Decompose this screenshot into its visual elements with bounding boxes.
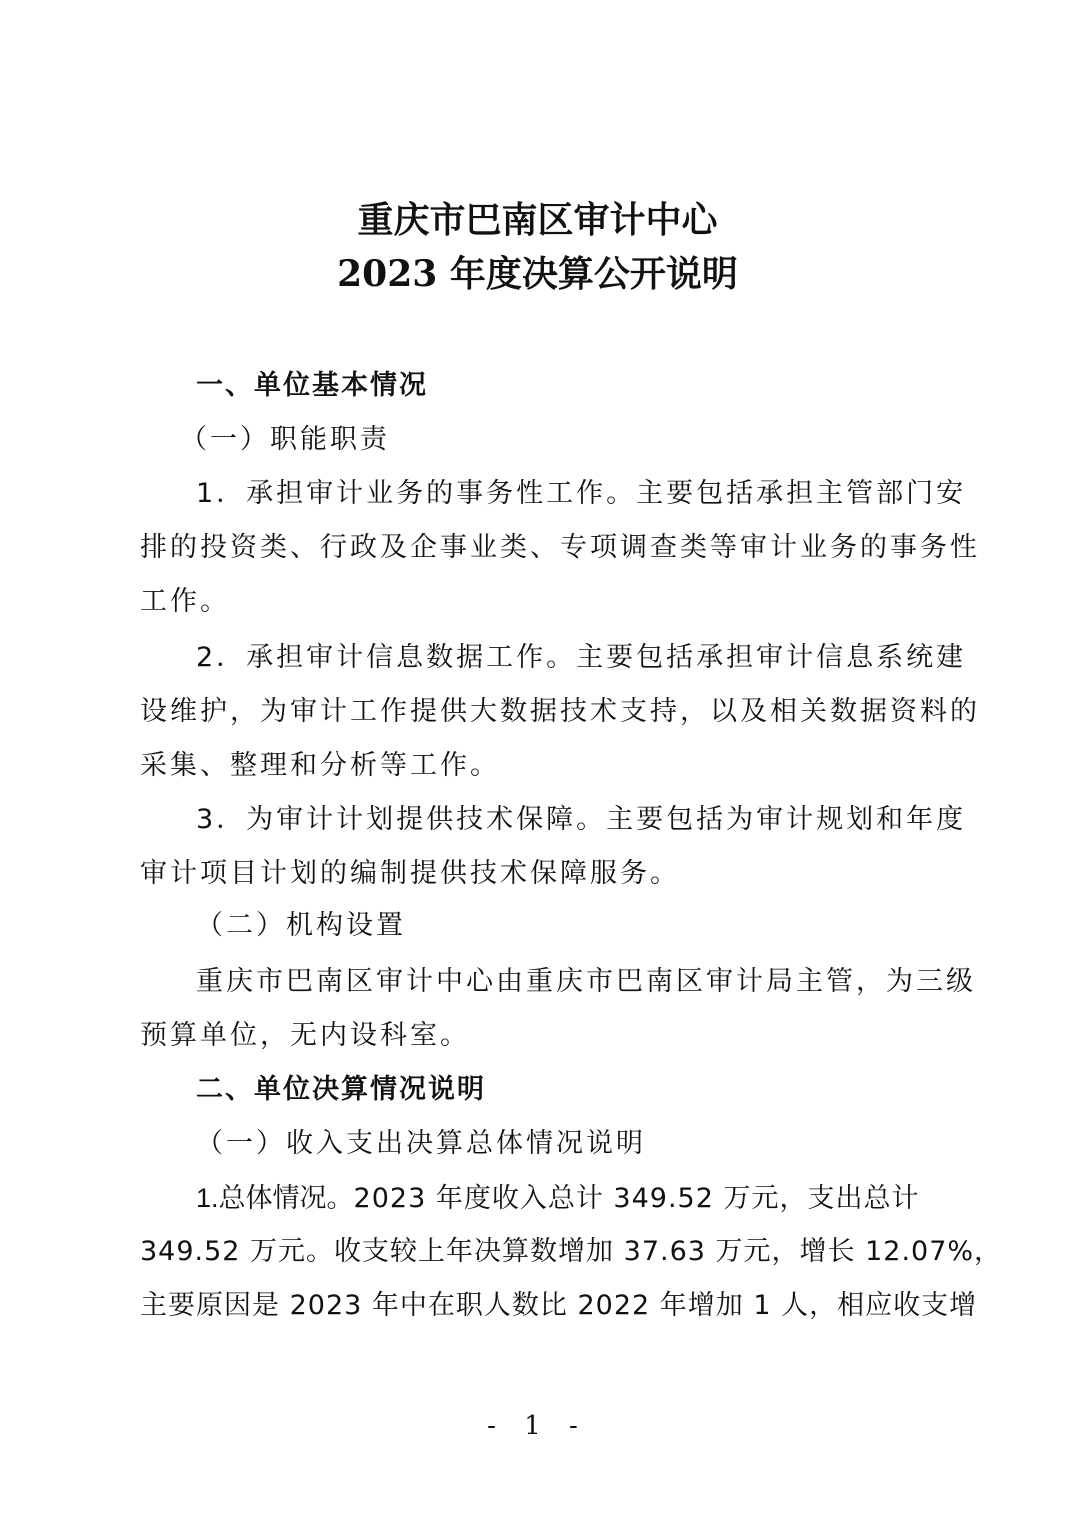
paragraph-1-line-3: 工作。 [140, 586, 230, 617]
page-number: - 1 - [487, 1411, 588, 1441]
paragraph-5-line-1 [196, 1178, 919, 1219]
subheading-income-expenditure: （一）收入支出决算总体情况说明 [196, 1128, 646, 1159]
paragraph-4-line-2: 预算单位，无内设科室。 [140, 1020, 470, 1051]
paragraph-1-line-1: 1．承担审计业务的事务性工作。主要包括承担主管部门安 [196, 478, 967, 509]
section-heading-final-accounts: 二、单位决算情况说明 [196, 1074, 486, 1105]
overall-situation-lead: 1.总体情况。 [196, 1183, 354, 1213]
paragraph-4-line-1: 重庆市巴南区审计中心由重庆市巴南区审计局主管，为三级 [196, 966, 976, 997]
subheading-functions: （一）职能职责 [180, 424, 390, 455]
paragraph-2-line-2: 设维护，为审计工作提供大数据技术支持，以及相关数据资料的 [140, 696, 980, 727]
section-heading-basic-info: 一、单位基本情况 [196, 370, 428, 401]
subheading-organization: （二）机构设置 [196, 910, 406, 941]
paragraph-2-line-3: 采集、整理和分析等工作。 [140, 750, 500, 781]
overall-situation-text: 2023 年度收入总计 349.52 万元，支出总计 [353, 1183, 920, 1214]
paragraph-1-line-2: 排的投资类、行政及企事业类、专项调查类等审计业务的事务性 [140, 532, 980, 563]
paragraph-5-line-3: 主要原因是 2023 年中在职人数比 2022 年增加 1 人，相应收支增 [140, 1290, 978, 1321]
paragraph-3-line-2: 审计项目计划的编制提供技术保障服务。 [140, 858, 680, 889]
document-title-line-1: 重庆市巴南区审计中心 [357, 199, 718, 241]
paragraph-2-line-1: 2．承担审计信息数据工作。主要包括承担审计信息系统建 [196, 642, 967, 673]
document-title-line-2: 2023 年度决算公开说明 [337, 253, 738, 295]
paragraph-3-line-1: 3．为审计计划提供技术保障。主要包括为审计规划和年度 [196, 804, 967, 835]
paragraph-5-line-2: 349.52 万元。收支较上年决算数增加 37.63 万元，增长 12.07%， [140, 1236, 1003, 1267]
